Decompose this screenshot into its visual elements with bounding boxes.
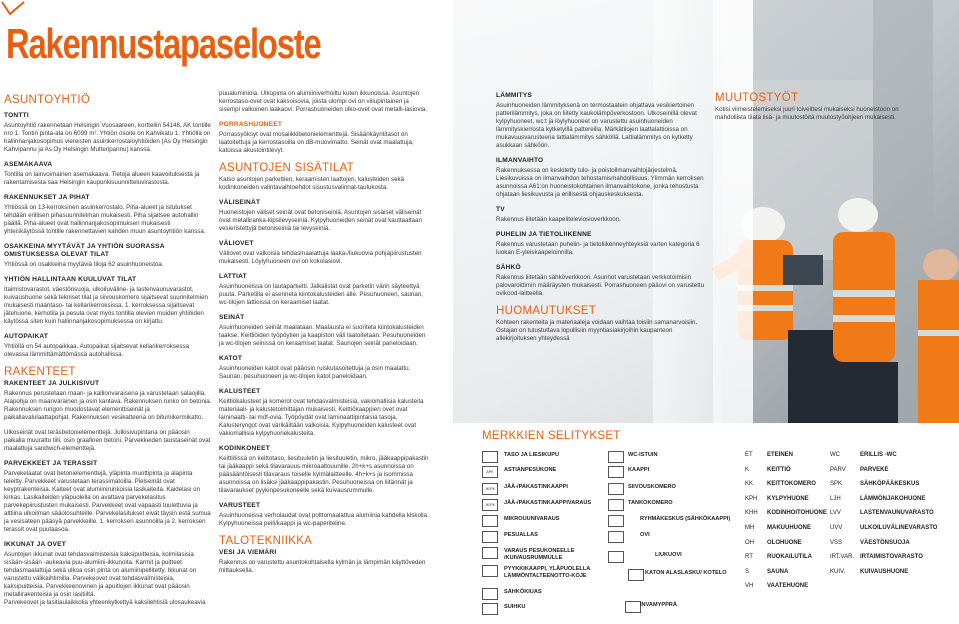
abbreviation-meaning: IRTAIMISTOVARASTO (860, 554, 923, 561)
sisatilat-heading: ASUNTOJEN SISÄTILAT (219, 162, 354, 174)
valiovet-text: Väliovet ovat valkoisia tehdasmaalattuja laaka-/liukuovia pohjapiirustusten mukaisesti. Löylyhuoneen ovi on kokolasiovi. (219, 250, 422, 265)
abbreviation-code: KHH (745, 510, 758, 517)
cleaning-closet-icon (608, 483, 624, 495)
varusteet-heading: VARUSTEET (219, 502, 261, 509)
abbreviation-meaning: LASTENVAUNUVARASTO (860, 510, 934, 517)
legend-symbol-label: WC-ISTUIN (628, 452, 658, 458)
abbreviation-code: K (745, 466, 750, 473)
abbreviation-meaning: KEITTIÖ (767, 466, 791, 473)
legend-symbol-label: TANKOKOMERO (628, 500, 673, 506)
huomautukset-text: Kohteen rakenteita ja materiaaleja voidaan vaihtaa toisiin samanarvoisiin. Ostajan on tutustuttava lopullisiin myyntiasiakirjoihin kaupanteon allekirjoituksen yhteydessä (496, 319, 698, 342)
cabinet-icon (608, 466, 624, 478)
abbreviation-meaning: LÄMMÖNJAKOHUONE (860, 495, 926, 502)
vesi-text: Rakennus on varustettu asuntokohtaisella kylmän ja lämpimän käyttöveden mittauksella. (219, 559, 426, 574)
valiseinat-heading: VÄLISEINÄT (219, 199, 261, 206)
column-3 (496, 92, 706, 350)
washer-icon (482, 547, 498, 559)
legend-symbol-label: JÄÄ-/PAKASTINKAAPPIVARAUS (504, 500, 592, 506)
osakkeina-text: Yhtiössä on osakkeina myytäviä tiloja 62 asuinhuoneistoa. (4, 261, 164, 268)
legend-symbol-label: JÄÄ-/PAKASTINKAAPPI (504, 484, 568, 490)
seinat-heading: SEINÄT (219, 314, 245, 321)
accessible-turn-icon (625, 601, 641, 613)
porrashuoneet-heading: PORRASHUONEET (219, 121, 283, 128)
abbreviation-meaning: ULKOILUVÄLINEVARASTO (860, 525, 938, 531)
yhtion-tilat-text: Itaimistovarastot, väestönsuoja, ulkoiluväline- ja lastenvaunuvarastot, kuivaushuone sekä tekniset tilat ja siivouskomero sijaitsevat suunnitelmien mukaisesti maantaso- tai kellarikerroksissa. 1. kerroksessa sijaitsevat jätehuone, kerhotila ja pesula ovat myös tontilla olevien muiden yhtiöiden käytössä siten kuin hallinnanjakosopimuksessa on kirjattu. (4, 286, 208, 325)
kalusteet-heading: KALUSTEET (219, 388, 261, 395)
abbreviation-meaning: KODINHOITOHUONE (767, 510, 827, 517)
ikkunat-text: Asuntojen ikkunat ovat tehdasvalmisteisia kaksipuitteisia, kolmilasisia sisään-sisään -aukeavia puu-alumiini-ikkunoita. Karmit ja puitteet tehdasmaalattuja sekä ulkoa osin pinta on alumiinipellitetty. Ikkunat on varustettu välikaihtimilla. Parvekeovet ovat tehdasvalmisteisia, kaksipuitteisia. Parvekkeenovinen ja apuitlojen ikkunat ovat pääosin metallirakenteisia ja osin lasitiiltä. (4, 551, 197, 598)
sliding-door-icon (608, 551, 624, 563)
shower-icon (482, 603, 498, 615)
abbreviation-code: UVV (830, 525, 843, 531)
seinat-text: Asuinhuoneiden seinät maalataan. Maalausta ei suoriteta kiintokalusteiden taakse. Keittiöiden työpöytien ja kaapiston väli laatoitetaan. Pesuhuoneiden ja wc-tilojen seinissä on keraamiset laatat. Saunojen seinät paneloidaan. (219, 324, 426, 347)
asemakaava-text: Tontilla on lainvoimainen asemakaava. Tietoja alueen kaavoituksesta ja rakentamisesta saa Helsingin kaupunkisuunnitteluvirastosta. (4, 171, 200, 186)
sahko-text: Rakennus liitetään sähköverkkoon. Asunnot varustetaan verkkotoimisin palovaroittimin määräysten mukaisesti. Porrashuoneen pääovi on varustettu ovikood-laitteella. (496, 274, 705, 297)
page-title: Rakennustapaseloste (6, 20, 321, 67)
legend-symbol-label: KATON ALASLASKU/ KOTELO (645, 570, 727, 576)
asemakaava-heading: ASEMAKAAVA (4, 161, 53, 168)
ilmanvaihto-heading: ILMANVAIHTO (496, 157, 544, 164)
ikkunat-heading: IKKUNAT JA OVET (4, 541, 66, 548)
legend-symbol-label: SUIHKU (504, 604, 526, 610)
abbreviation-code: IRT.VAR. (830, 554, 855, 561)
vesi-heading: VESI JA VIEMÄRI (219, 549, 277, 556)
rakenteet-text-2: Ulkoseinät ovat teräsbetonielementtejä. Julkisivupintana on pääosin paikalla muurattu tiili, osin graafinen betoni. Parvekkeiden taustaseinät ovat maalattuja sandwich-elementtejä. (4, 429, 211, 452)
rakenteet-text-1: Rakennus perustetaan maan- ja kallionvaraisena ja varustetaan salaojilla. Alapohja on maanvarainen ja osin kantava. Rakennuksen runko on betonia. Rakennuksen rungon muodostavat elementtiseinät ja paikallavalulaattapohjat. Rakennuksen vesikatteena on bitumikermikatto. (4, 390, 212, 421)
abbreviation-meaning: PARVEKE (860, 466, 889, 473)
parvekkeet-heading: PARVEKKEET JA TERASSIT (4, 460, 98, 467)
abbreviation-code: LJH (830, 495, 841, 502)
legend-symbol-label: PYYKKIKAAPPI, YLÄPUOLELLA LÄMMÖNTALTEENOTTO-KOJE (504, 566, 591, 579)
abbreviation-meaning: KYLPYHUONE (767, 495, 809, 502)
sink-icon (482, 531, 498, 543)
abbreviation-code: MH (745, 525, 755, 531)
rakennukset-heading: RAKENNUKSET JA PIHAT (4, 194, 90, 201)
autopaikat-heading: AUTOPAIKAT (4, 333, 49, 340)
abbreviation-code: SPK (830, 481, 843, 488)
huomautukset-heading: HUOMAUTUKSET (496, 305, 597, 317)
autopaikat-text: Yhtiöllä on 54 autopaikkaa. Autopaikat sijaitsevat kellarikerroksessa olevassa lämmittämättömässä autohallissa. (4, 343, 190, 358)
muutostyot-heading: MUUTOSTYÖT (715, 92, 799, 104)
abbreviation-code: OH (745, 539, 754, 546)
abbreviation-code: KK (745, 481, 754, 488)
abbreviation-code: KPH (745, 495, 758, 502)
electric-panel-icon (608, 515, 624, 527)
kodinkoneet-heading: KODINKONEET (219, 445, 270, 452)
abbreviation-meaning: MAKUUHUONE (767, 525, 811, 531)
abbreviation-meaning: SÄHKÖPÄÄKESKUS (860, 481, 920, 488)
tontti-text: Asuntoyhtiö rakennetaan Helsingin Vuosaareen, kortteliin 54148, AK tontille nro 1. Tontin pinta-ala on 6099 m². Yhtiön osoite on Kahvikatu 1. Yhtiöllä on hallinnanjakosopimus viereisten asuinkerrostaloyhtiöiden (As Oy Helsingin Kahvipannu ja As Oy Helsingin Mutteripannu) kanssa. (4, 122, 211, 153)
varusteet-text: Asuinhuoneissa verholaudat ovat polttomaalattua alumiinia kahdella kiskolla. Kylpyhuoneissa peili/kaappi ja wc-paperiteline. (219, 512, 429, 527)
katot-heading: KATOT (219, 355, 243, 362)
toilet-icon (608, 451, 624, 463)
column-2 (219, 90, 431, 582)
puhelin-heading: PUHELIN JA TIETOLIIKENNE (496, 231, 592, 238)
dishwasher-icon: APK (482, 466, 498, 478)
abbreviation-code: VH (745, 583, 754, 590)
lammitys-heading: LÄMMITYS (496, 92, 533, 99)
parvekkeet-text: Parvekelaatat ovat betonielementtejä, yläpinta muottipinta ja alapinta teleitty. Parvekkeet varustetaan terassimatoilla. Pielseinät ovat keyptrakenteisia. Kaiteet ovat alumiinirunkoisia lasikaiteita. Kaidelasi on kirkas. Lasikaiteiden yläpuolella on avattava parvekelasitus parvekepiirustusten mukaisesti. Parvekkeet ovat vapaasti tuulettuvia ja alttiina ulkoilman sääolosuhteille. Parvekelasitukset eivät täysin estä sumua ja vesisateen pääsyä parvekkeille. 1. kerroksen asunnoilla ja 2. kerroksen terassit ovat puutaasoa. (4, 470, 211, 533)
valiseinat-text: Huoneistojen väliset seinät ovat betoniseiniä. Asuntojen sisäiset väliseinät ovat metallirankа-kipsilevyseiniä. Kylpyhuoneiden seinät ovat kauttaaltaan vesieristettyjä betoniseiniä tai levyseiniä. (219, 209, 422, 232)
door-icon (608, 531, 624, 543)
porrashuoneet-text: Porrassyöksyt ovat mosaiikkibetonielementtejä. Sisäänkäyntitasot on laatoitettuja ja kerrostasoilla on dB-muovimatto. Seinät ovat maalattuja, katoissa akustointilevyt. (219, 131, 414, 154)
abbreviation-code: WC (830, 452, 840, 458)
valiovet-heading: VÄLIOVET (219, 240, 254, 247)
legend-symbol-label: KAAPPI (628, 467, 650, 473)
abbreviation-meaning: KEITTOKOMERO (767, 481, 816, 488)
abbreviation-code: LVV (830, 510, 841, 517)
tv-heading: TV (496, 206, 505, 213)
rod-closet-icon (608, 499, 624, 511)
rakennukset-text: Yhtiössä on 13-kerroksinen asuinkerrostalo. Piha-alueet ja istutukset tehdään erillisen pihasuunnitelman mukaisesti. Piha sijaitsee autohallin päällä. Piha-alueet ovat hallinnanjakosopimuksen mukaisesti yhteiskäytössä tontille rakennettavien kahden muun asuntoyhtiön kanssa. (4, 204, 206, 235)
abbreviation-meaning: ETEINEN (767, 452, 794, 458)
microwave-icon (482, 515, 498, 527)
legend-symbol-label: VARAUS PESUKONEELLE /KUIVAUSRUMMULLE (504, 548, 575, 561)
kalusteet-text: Keittiökalusteet ja komerot ovat tehdasvalmisteisia, vakiomallisia kalusteita materiaali- ja kalustetoimittajan mukaisesti. Keittiökaappien ovet ovat laminaatti- tai mdf-ovia. Työpöydät ovat laminaattipintaisia tasoja. Kalusteryngot ovat värikäiltään valkoisia. Kylpyhuoneiden kalusteet ovat vakiomallisia kylpyhuonekalusteita. (219, 398, 424, 437)
legend-symbol-label: TASO JA LIESIKUPU (504, 452, 560, 458)
tv-text: Rakennus liitetään kaapeliteleviosioverkkoon. (496, 216, 621, 223)
lattiat-text: Asuinhuoneissa on lautaparketti. Jalkalistat ovat parketin värin säyteettyä puuta. Parketilla ei asenneta kiintokalusteiden alle. Pesuhuoneen, saunan, wc-tilojen lattioissa on keraamiset laatat. (219, 283, 423, 306)
rakenteet-heading: RAKENTEET (4, 366, 76, 378)
legend-symbol-label: INVAMYPPRÄ (640, 602, 677, 608)
freezer-reserve-icon: JK/PK (482, 499, 498, 511)
puhelin-text: Rakennus varustetaan puhelin- ja tietoliikenneyhteyksiä varten kategoria 6 luokan E-yleiskaapeloinnilla. (496, 241, 700, 256)
abbreviation-meaning: SAUNA (767, 568, 789, 575)
ikkunat-lastline: Parvekeovet ja lasitiaulaikkolia yhteenkytkettyä kaksilehtisiä ulosaukeavia (4, 599, 206, 606)
talotekniikka-heading: TALOTEKNIIKKA (219, 535, 313, 547)
legend-symbol-label: RYHMÄKESKUS (SÄHKÖKAAPPI) (640, 516, 731, 522)
abbreviation-meaning: VÄESTÖNSUOJA (860, 539, 910, 546)
sisatilat-text: Katso asuntojen parkettien, keraamisten laattojen, kalusteiden sekä kodinkoneiden valintavaihtoehdot sisustusvalinnat-taulukosta. (219, 176, 405, 191)
abbreviation-code: VSS (830, 539, 843, 546)
ceiling-drop-icon (628, 569, 644, 581)
stove-icon (482, 451, 498, 463)
legend-symbol-label: SIIVOUSKOMERO (628, 484, 676, 490)
abbreviation-code: KUIV. (830, 568, 846, 575)
tontti-heading: TONTTI (4, 112, 29, 119)
ilmanvaihto-text: Rakennuksessa on keskitetty tulo- ja poistoilmanvaihtojärjestelmä. Liesikuvuissa on ilmanvaihdon tehostamismahdollisuus. Ylimmän kerroksen asunnoissa A61:on huoneistokohtainen ilmanvaihtokone, jonka tehostusta ohjataan liesikuvusta ja erillisestä ohjauskeskuksesta. (496, 167, 704, 198)
lammitys-text: Asuinhuoneiden lämmityksenä on termostaatein ohjattava vesikiertoinen patterilämmitys, joka on liitetty kaukolämpöverkostoon. Ulkoseinillä olevat kylpyhuoneet, wc:t ja löylyhuoneet on varustettu asuinhuoneiden lämmityskierrosta kytketyillä pattereilla. Märkätilojen laattalattioissa on mukavuusvarusteena lattialämmitys sähköllä. Lattialämmitys on kytketty asukkaan sähköön. (496, 102, 697, 149)
katot-text: Asuinhuoneiden katot ovat pääosin ruiskutasoitettuja ja osin maalattu. Saunan, pesuhuoneen ja wc-tilojen katot paneloidaan. (219, 365, 411, 380)
column-4 (715, 92, 915, 129)
legend-title: MERKKIEN SELITYKSET (482, 430, 621, 442)
legend-symbol-label: OVI (640, 532, 650, 538)
osakkeina-heading: OSAKKEINA MYYTÄVÄT JA YHTIÖN SUORASSA OMISTUKSESSA OLEVAT TILAT (4, 243, 165, 258)
rakenteet-subheading: RAKENTEET JA JULKISIVUT (4, 380, 100, 387)
yhtion-tilat-heading: YHTIÖN HALLINTAAN KUULUVAT TILAT (4, 276, 137, 283)
abbreviation-code: ET (745, 452, 753, 458)
column-1 (4, 94, 212, 614)
legend-symbol-label: SÄHKÖKIUAS (504, 589, 542, 595)
col2-top-text: puualuminioia. Ulkopinta on alumiiniverhoiltu kuten ikkunoissa. Asuntojen kerrostaso-ovet ovat kaksoisovia, joista ulompi ovi on viilupintainen ja sisempi valkoinen laakaovi. Porrashuoneiden ulko-ovet ovat metalli-lasiovia. (219, 90, 428, 113)
abbreviation-meaning: RUOKAILUTILA (767, 554, 812, 561)
muutostyot-text: Kotisi viimeistelemiseksi juuri toiveittesi mukaiseksi huoneistoon on mahdollista tilata lisä- ja muutostöitä muutostyöohjeen mukaisesti. (715, 106, 899, 121)
legend-symbol-label: LIUKUOVI (655, 552, 682, 558)
abbreviation-meaning: ERILLIS -WC (860, 452, 897, 458)
abbreviation-meaning: OLOHUONE (767, 539, 802, 546)
abbreviation-code: S (745, 568, 750, 575)
laundry-cabinet-icon (482, 565, 498, 577)
kodinkoneet-text: Keittiöissä on keittotaso, liesituuletin ja liesituuletin, mikro, jääkaappipakastin tai jääkaappi sekä tilavarauus mikroaaltouunille. 2h+k+s asunnoissa on pääsääntöisesti tilavaraus toiselle kylmälaitteelle. 4h+k+s ja isommissa asunnoissa on lisäksi jääkaappipakastin. Pesuhuoneissa on liitännät ja tilavaraukset pyykinpesukoneelle sekä kuivausrummulle. (219, 455, 429, 494)
legend-symbol-label: ASTIANPESUKONE (504, 467, 557, 473)
lattiat-heading: LATTIAT (219, 273, 247, 280)
asuntoyhtio-heading: ASUNTOYHTIÖ (4, 94, 91, 106)
legend-symbol-label: PESUALLAS (504, 532, 538, 538)
freezer-icon: JK/PK (482, 483, 498, 495)
sauna-stove-icon (482, 588, 498, 600)
abbreviation-code: PARV (830, 466, 846, 473)
abbreviation-meaning: KUIVAUSHUONE (860, 568, 909, 575)
sahko-heading: SÄHKÖ (496, 264, 521, 271)
abbreviation-meaning: VAATEHUONE (767, 583, 809, 590)
legend-symbol-label: MIKROUUNIVARAUS (504, 516, 560, 522)
abbreviation-code: RT (745, 554, 753, 561)
